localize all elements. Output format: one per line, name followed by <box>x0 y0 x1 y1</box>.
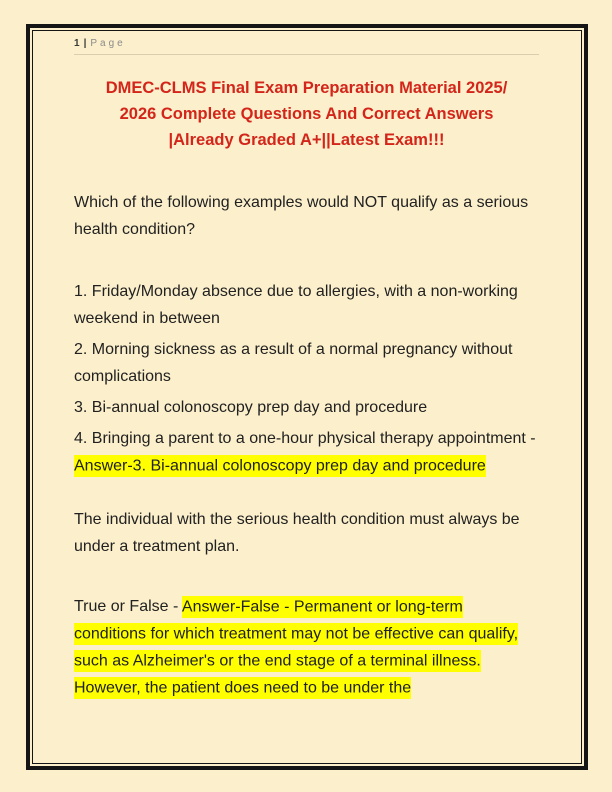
page-content <box>34 32 580 762</box>
document-title <box>74 75 539 153</box>
true-false-prompt: True or False - <box>74 598 182 615</box>
option-3: 3. Bi-annual colonoscopy prep day and procedure <box>74 399 428 416</box>
page-number: 1 <box>74 38 80 49</box>
page-border-inner-line <box>32 30 582 764</box>
question-2-text: The individual with the serious health condition must always be under a treatment plan. <box>74 511 520 555</box>
question-2-answer-block <box>74 593 539 701</box>
page-label: Page <box>90 38 126 49</box>
page-header <box>74 37 539 55</box>
option-1: 1. Friday/Monday absence due to allergies, with a non-working weekend in between <box>74 283 518 327</box>
option-4-text: 4. Bringing a parent to a one-hour physical therapy appointment - <box>74 430 536 447</box>
title-line-2: 2026 Complete Questions And Correct Answers <box>119 105 494 123</box>
title-line-1: DMEC-CLMS Final Exam Preparation Material 2025/ <box>105 79 508 97</box>
option-2: 2. Morning sickness as a result of a normal pregnancy without complications <box>74 341 513 385</box>
title-line-3: |Already Graded A+||Latest Exam!!! <box>168 131 445 149</box>
question-1-text: Which of the following examples would NOT qualify as a serious health condition? <box>74 194 529 238</box>
page-number-separator: | <box>83 38 87 49</box>
answer-1-highlight: Answer-3. Bi-annual colonoscopy prep day and procedure <box>74 455 486 477</box>
answer-2-highlight: Answer-False - Permanent or long-term conditions for which treatment may not be effective can qualify, such as Alzheimer's or the end stage of a terminal illness. However, the patient does need to be under the <box>74 596 518 699</box>
page-border-frame <box>26 24 588 770</box>
option-4 <box>74 425 539 479</box>
